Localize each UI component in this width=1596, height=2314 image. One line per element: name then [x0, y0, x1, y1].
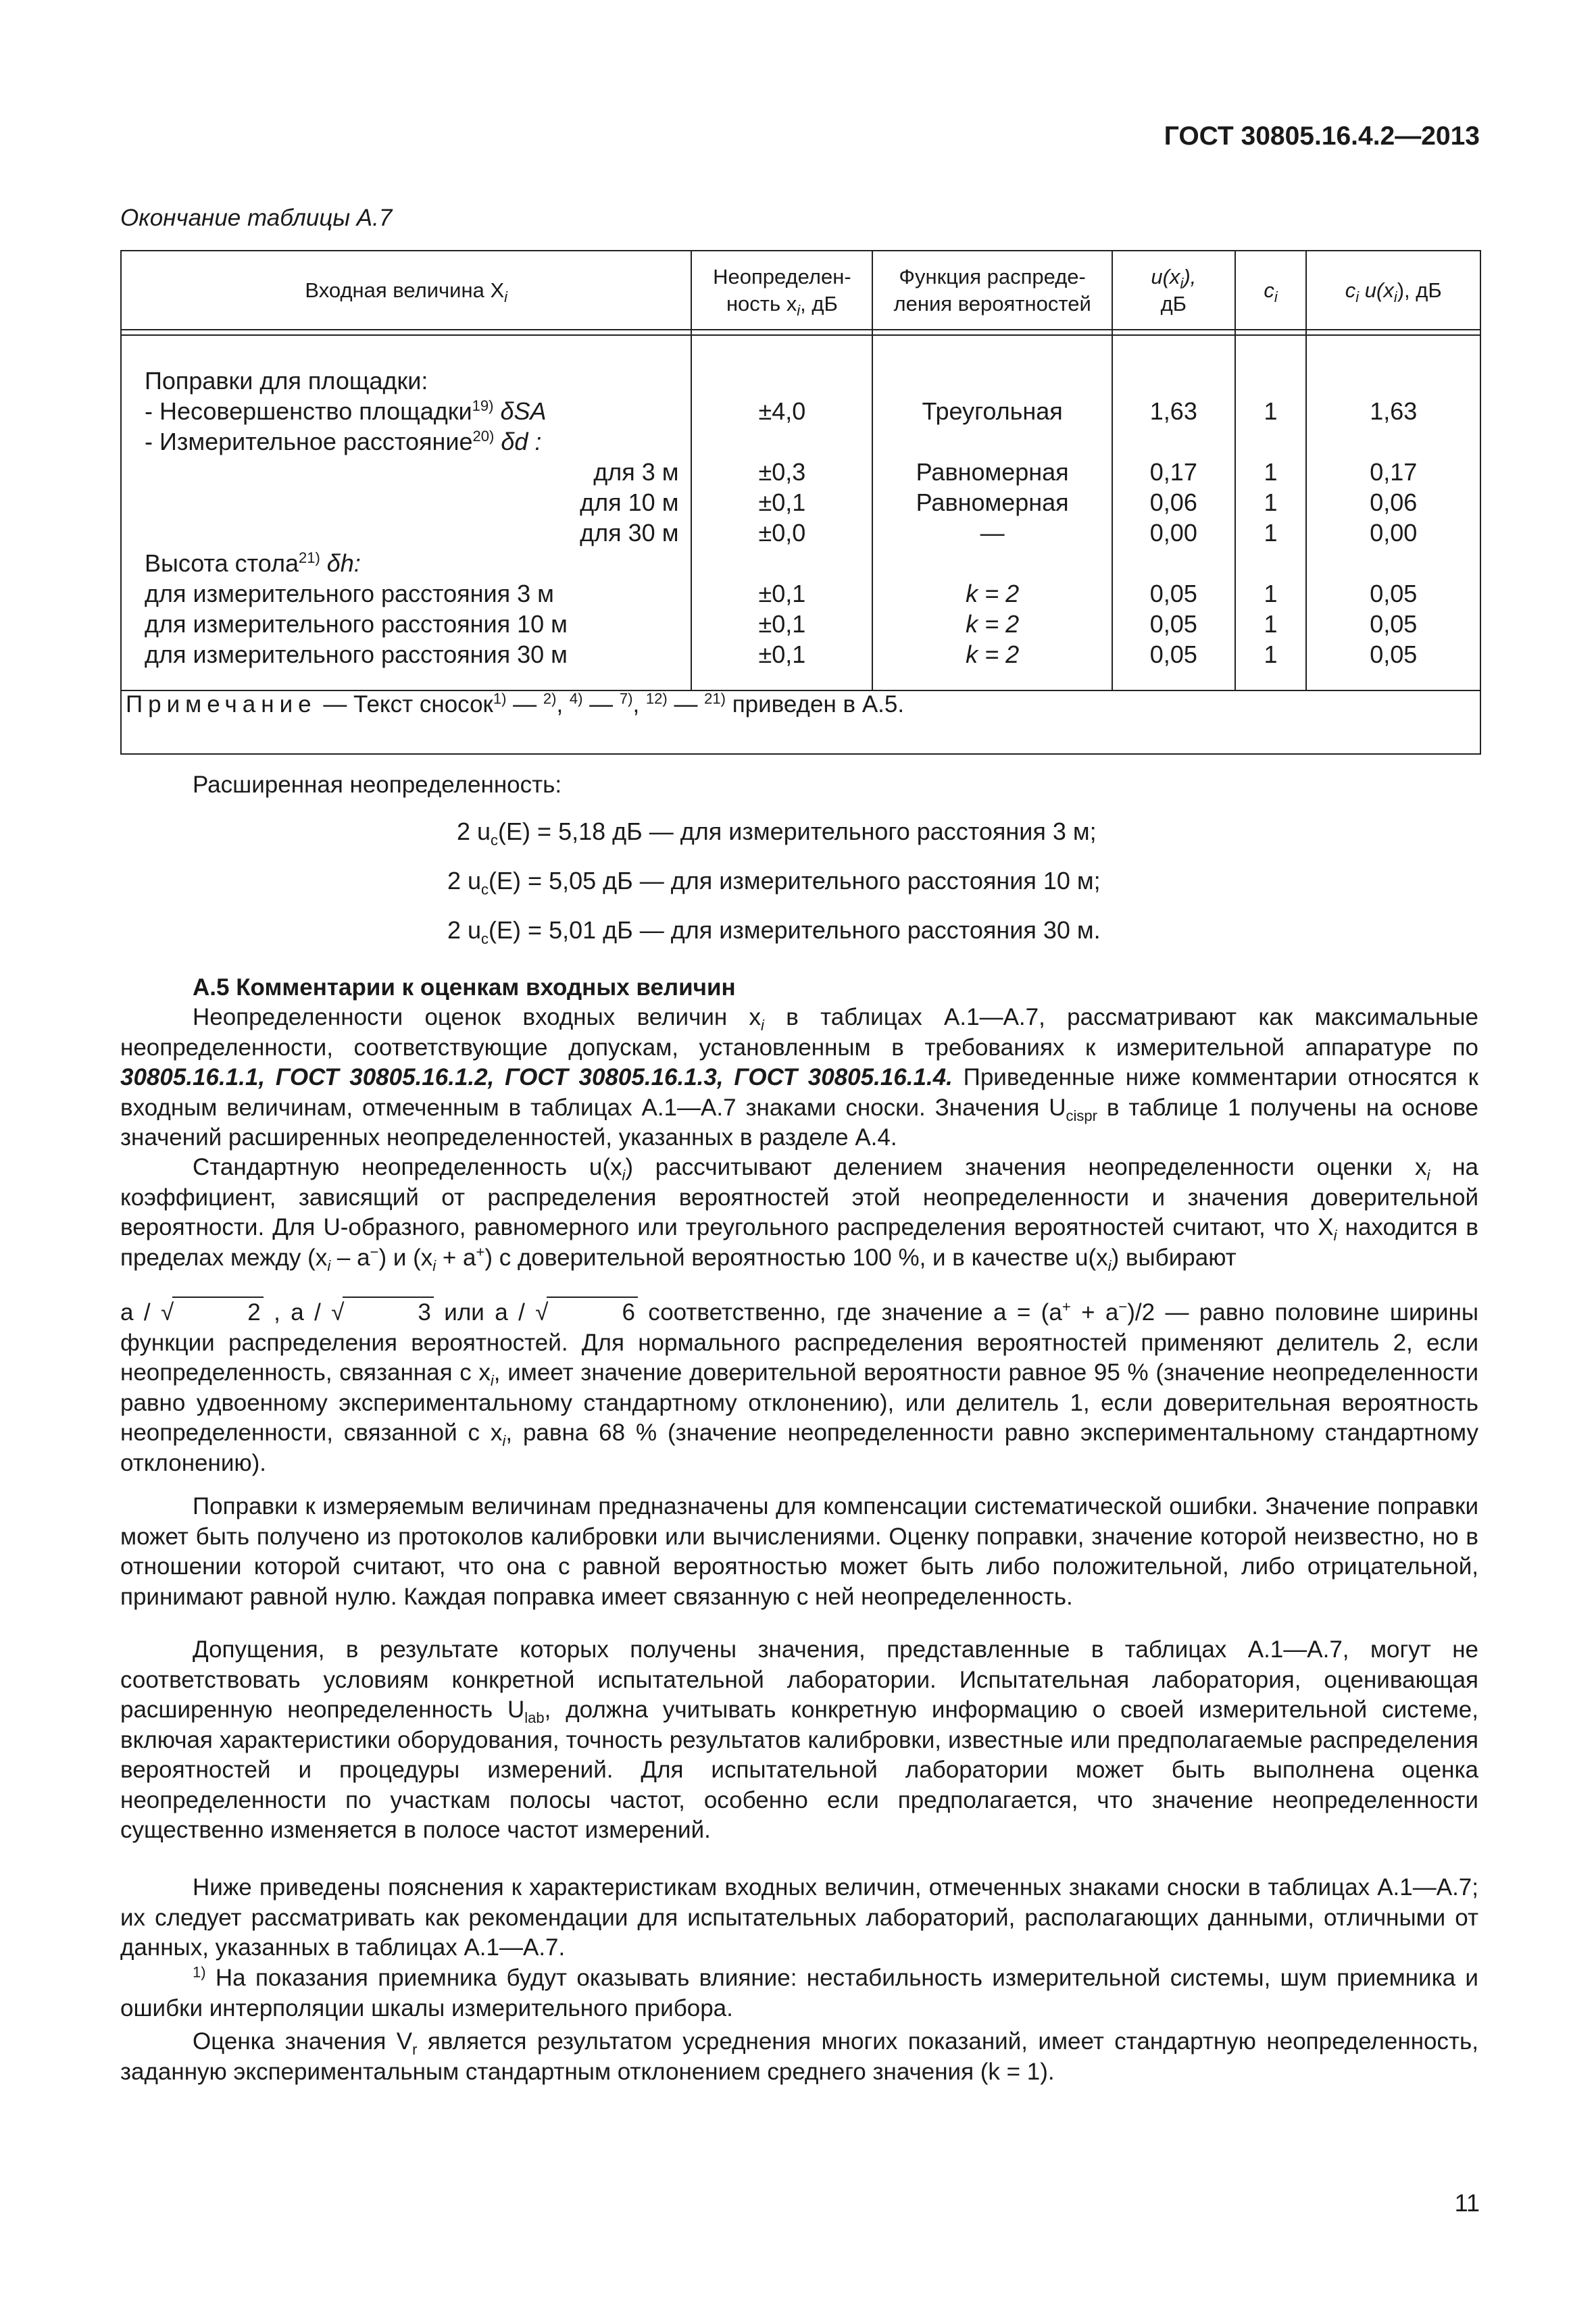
row-label: для измерительного расстояния 3 м — [145, 580, 554, 607]
value: 1,63 — [1149, 397, 1197, 425]
uncertainty-table — [120, 250, 1481, 755]
paragraph-7: Оценка значения $V_r$ является результатом усреднения многих показаний, имеет стандартную неопределенность, заданную экспериментальным стандартным отклонением среднего значения (k = 1). — [120, 2028, 1478, 2085]
table-header-row — [121, 251, 1480, 330]
value: ±0,1 — [758, 580, 806, 607]
document-header: ГОСТ 30805.16.4.2—2013 — [1164, 122, 1480, 151]
value: 0,06 — [1370, 488, 1418, 516]
header-cu: $c_i$ $u(x_i)$, дБ — [1306, 251, 1480, 330]
cu-cell — [1306, 335, 1480, 690]
paragraph-4: Допущения, в результате которых получены значения, представленные в таблицах А.1—А.7, могут не соответствовать условиям конкретной испытательной лаборатории. Испытательная лаборатория, оценивающая расширенную неопределенность $U_{lab}$, должна учитывать конкретную информацию о своей измерительной системе, включая характеристики оборудования, точность результатов калибровки, известные или предполагаемые распределения вероятностей и процедуры измерений. Для испытательной лаборатории может быть выполнена оценка неопределенности по участкам полосы частот, особенно если предполагается, что значение неопределенности существенно изменяется в полосе частот измерений. — [120, 1636, 1478, 1843]
value: ±0,3 — [758, 458, 806, 486]
value: ±4,0 — [758, 397, 806, 425]
value: 0,17 — [1149, 458, 1197, 486]
value: 1 — [1264, 610, 1278, 638]
value: 0,06 — [1149, 488, 1197, 516]
table-caption: Окончание таблицы А.7 — [120, 205, 393, 231]
header-c: $c_i$ — [1235, 251, 1307, 330]
value: 1,63 — [1370, 397, 1418, 425]
equation-3m: 2 $u_c(E) = 5,18$ дБ — для измерительного расстояния 3 м; — [457, 818, 1097, 849]
value: Равномерная — [916, 488, 1069, 516]
value: 1 — [1264, 458, 1278, 486]
row-label: Поправки для площадки: — [145, 367, 428, 395]
value: k = 2 — [966, 610, 1020, 638]
row-label: для измерительного расстояния 10 м — [145, 610, 568, 638]
value: Треугольная — [922, 397, 1063, 425]
section-heading: А.5 Комментарии к оценкам входных величин — [193, 974, 736, 1001]
paragraph-2: Стандартную неопределенность $u(x_i)$ рассчитывают делением значения неопределенности оценки $x_i$ на коэффициент, зависящий от распределения вероятностей этой неопределенности и значения доверительной вероятности. Для U-образного, равномерного или треугольного распределения вероятностей считают, что $X_i$ находится в пределах между $(x_i - a^-)$ и $(x_i + a^+)$ с доверительной вероятностью 100 %, и в качестве $u(x_i)$ выбирают a / √ 2 , a / √ 3 или a / √ 6 соответственно, где значение a = (a+ + a−)/2 — равно половине ширины функции распределения вероятностей. Для нормального распределения вероятностей применяют делитель 2, если неопределенность, связанная с $x_i$, имеет значение доверительной вероятности равное 95 % (значение неопределенности равно удвоенному экспериментальному стандартному отклонению), или делитель 1, если доверительная вероятность неопределенности, связанной с $x_i$, равна 68 % (значение неопределенности равно экспериментальному стандартному отклонению). — [120, 1154, 1479, 1476]
row-label: для 10 м — [580, 488, 679, 516]
c-cell — [1235, 335, 1307, 690]
header-input-quantity: Входная величина $X_i$ — [121, 251, 691, 330]
value: 0,05 — [1149, 580, 1197, 607]
row-label: - Измерительное расстояние$^{20)}$ δd : — [145, 428, 542, 455]
uncertainty-cell — [691, 335, 872, 690]
row-label: для 30 м — [580, 519, 679, 547]
value: 0,05 — [1149, 640, 1197, 668]
table-note: Примечание — Текст сносок$^{1)}$ — $^{2)}$, $^{4)}$ — $^{7)}$, $^{12)}$ — $^{21)}$ приведен в А.5. — [121, 690, 1480, 754]
table-body-row — [121, 335, 1480, 690]
table-note-row — [121, 690, 1480, 754]
value: — — [980, 519, 1005, 547]
value: 0,17 — [1370, 458, 1418, 486]
value: ±0,1 — [758, 640, 806, 668]
value: 0,05 — [1149, 610, 1197, 638]
value: 1 — [1264, 640, 1278, 668]
row-label: для 3 м — [593, 458, 679, 486]
value: ±0,1 — [758, 488, 806, 516]
u-cell — [1112, 335, 1235, 690]
value: ±0,1 — [758, 610, 806, 638]
distribution-cell — [872, 335, 1112, 690]
header-uncertainty: Неопределен- ность $x_i$, дБ — [691, 251, 872, 330]
value: 0,05 — [1370, 640, 1418, 668]
equation-30m: 2 $u_c(E) = 5,01$ дБ — для измерительного расстояния 30 м. — [447, 916, 1101, 948]
row-label: для измерительного расстояния 30 м — [145, 640, 568, 668]
row-label: - Несовершенство площадки$^{19)}$ δSA — [145, 397, 547, 425]
paragraph-5: Ниже приведены пояснения к характеристикам входных величин, отмеченных знаками сноски в таблицах А.1—А.7; их следует рассматривать как рекомендации для испытательных лабораторий, располагающих данными, отличными от данных, указанных в таблицах А.1—А.7. — [120, 1874, 1478, 1961]
input-quantity-cell — [121, 335, 691, 690]
equation-10m: 2 $u_c(E) = 5,05$ дБ — для измерительного расстояния 10 м; — [447, 867, 1101, 899]
row-label: Высота стола$^{21)}$ δh: — [145, 549, 361, 577]
value: k = 2 — [966, 580, 1020, 607]
value: 1 — [1264, 488, 1278, 516]
value: 0,05 — [1370, 580, 1418, 607]
expanded-uncertainty-title: Расширенная неопределенность: — [193, 772, 562, 798]
page-number: 11 — [1454, 2189, 1480, 2217]
paragraph-6: $^{1)}$ На показания приемника будут оказывать влияние: нестабильность измерительной системы, шум приемника и ошибки интерполяции шкалы измерительного прибора. — [120, 1963, 1478, 2021]
value: 0,05 — [1370, 610, 1418, 638]
value: Равномерная — [916, 458, 1069, 486]
value: 1 — [1264, 519, 1278, 547]
value: ±0,0 — [758, 519, 806, 547]
value: 1 — [1264, 397, 1278, 425]
paragraph-1: Неопределенности оценок входных величин $x_i$ в таблицах А.1—А.7, рассматривают как максимальные неопределенности, соответствующие допускам, установленным в требованиях к измерительной аппаратуре по 30805.16.1.1, ГОСТ 30805.16.1.2, ГОСТ 30805.16.1.3, ГОСТ 30805.16.1.4. Приведенные ниже комментарии относятся к входным величинам, отмеченным в таблицах А.1—А.7 знаками сноски. Значения $U_{cispr}$ в таблице 1 получены на основе значений расширенных неопределенностей, указанных в разделе А.4. — [120, 1004, 1479, 1151]
value: 0,00 — [1149, 519, 1197, 547]
value: k = 2 — [966, 640, 1020, 668]
value: 0,00 — [1370, 519, 1418, 547]
value: 1 — [1264, 580, 1278, 607]
paragraph-3: Поправки к измеряемым величинам предназначены для компенсации систематической ошибки. Значение поправки может быть получено из протоколов калибровки или вычислениями. Оценку поправки, значение которой неизвестно, но в отношении которой считают, что она с равной вероятностью может быть либо положительной, либо отрицательной, принимают равной нулю. Каждая поправка имеет связанную с ней неопределенность. — [120, 1493, 1478, 1610]
header-distribution: Функция распреде- ления вероятностей — [872, 251, 1112, 330]
header-u: $u(x_i)$, дБ — [1112, 251, 1235, 330]
